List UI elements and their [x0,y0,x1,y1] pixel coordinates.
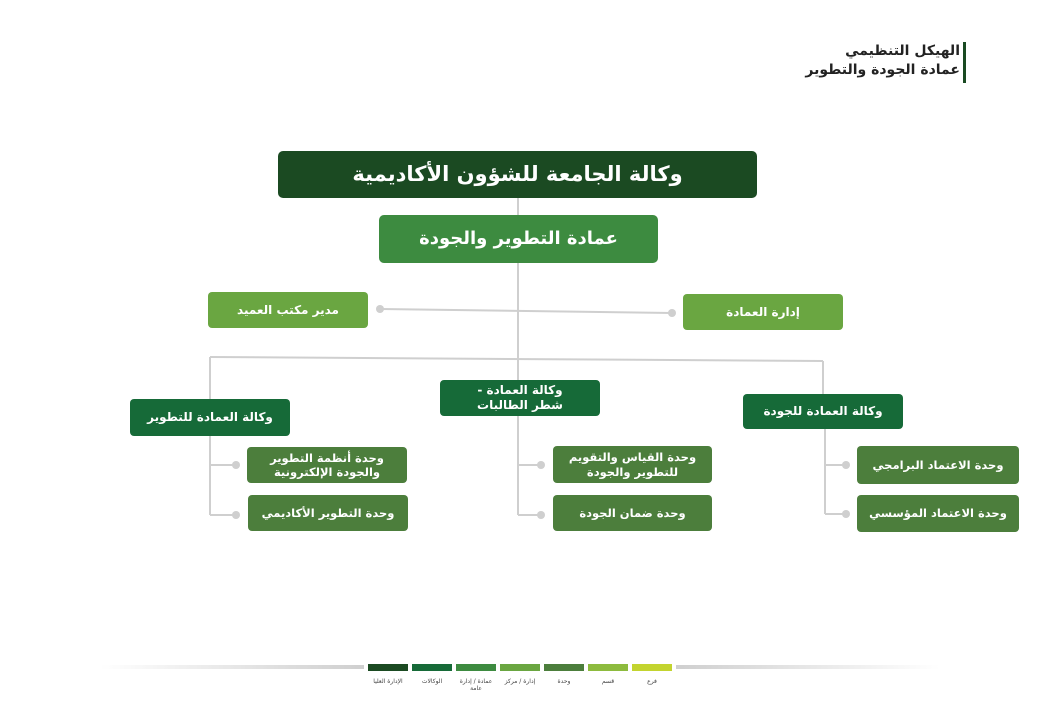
page-subtitle: عمادة الجودة والتطوير [805,62,960,78]
legend-swatch [456,664,496,671]
page-title: الهيكل التنظيمي [845,43,960,59]
legend-label: عمادة / إدارة عامة [459,678,493,692]
node-unit-systems-line1: وحدة أنظمة التطوير [270,450,384,465]
node-deanship: عمادة التطوير والجودة [379,215,658,263]
node-vice-dean-development: وكالة العمادة للتطوير [130,399,290,436]
node-vice-rectorate: وكالة الجامعة للشؤون الأكاديمية [278,151,757,198]
legend-swatch [500,664,540,671]
legend-label: وحدة [557,678,571,685]
node-dean-office-manager: مدير مكتب العميد [208,292,368,328]
legend-label: قسم [601,678,615,685]
node-vice-dean-quality: وكالة العمادة للجودة [743,394,903,429]
legend-label: الوكالات [421,678,443,685]
node-deanship-administration: إدارة العمادة [683,294,843,330]
node-unit-measurement-line2: للتطوير والجودة [586,464,679,479]
node-vice-dean-female-line1: وكالة العمادة - [477,383,563,397]
legend-swatch [544,664,584,671]
node-unit-systems [247,447,407,483]
vice-branch-line [210,357,823,361]
legend-label: فرع [647,678,657,685]
node-vice-dean-female-section [440,380,600,416]
legend-swatch [588,664,628,671]
node-unit-measurement-line1: وحدة القياس والتقويم [568,450,697,465]
node-unit-measurement [553,446,712,483]
node-unit-systems-line2: والجودة الإلكترونية [273,465,381,479]
legend-swatch [368,664,408,671]
node-unit-institutional-accreditation: وحدة الاعتماد المؤسسي [857,495,1019,532]
legend-label: إدارة / مركز [504,678,536,685]
node-unit-program-accreditation: وحدة الاعتماد البرامجي [857,446,1019,484]
side-branch-line [380,309,672,313]
node-vice-dean-female-line2: شطر الطالبات [477,398,563,412]
legend-swatch [632,664,672,671]
legend-label: الإدارة العليا [373,678,403,685]
legend-swatch [412,664,452,671]
node-unit-quality-assurance: وحدة ضمان الجودة [553,495,712,531]
node-unit-academic-development: وحدة التطوير الأكاديمي [248,495,408,531]
